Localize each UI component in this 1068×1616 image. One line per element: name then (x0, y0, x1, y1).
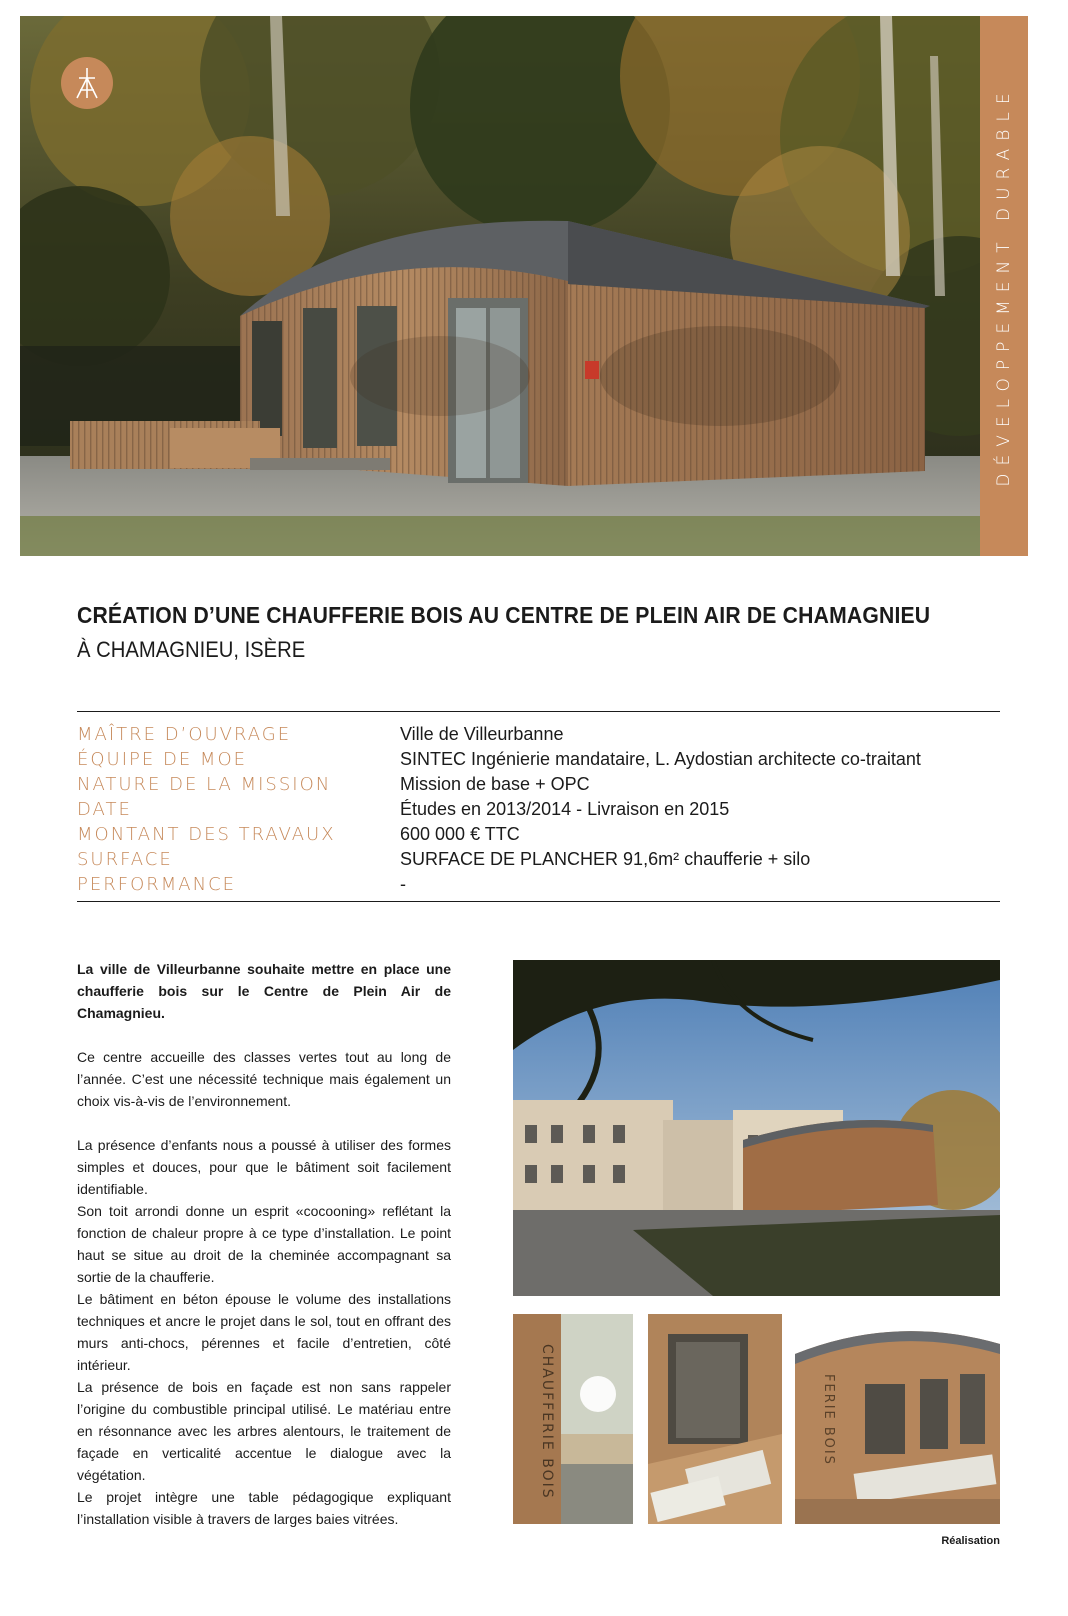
photo-sign-detail (513, 1314, 633, 1524)
lead-paragraph: La ville de Villeurbanne souhaite mettre en place une chaufferie bois sur le Centre de Plein Air de Chamagnieu. (77, 961, 451, 1021)
sign-text: FERIE BOIS (821, 1374, 836, 1466)
info-label: SURFACE (77, 849, 173, 870)
project-info-table (77, 711, 1000, 902)
paragraph: Le projet intègre une table pédagogique expliquant l’installation visible à travers de larges baies vitrées. (77, 1489, 451, 1527)
info-row-date (77, 797, 1000, 822)
info-label: NATURE DE LA MISSION (77, 774, 332, 795)
info-row-client (77, 722, 1000, 747)
info-value: - (400, 874, 406, 894)
photo-caption: Réalisation (941, 1535, 1000, 1547)
project-description (77, 958, 451, 1530)
info-row-team (77, 747, 1000, 772)
info-label: MONTANT DES TRAVAUX (77, 824, 336, 845)
photo-facade-detail (795, 1314, 1000, 1524)
info-value: SINTEC Ingénierie mandataire, L. Aydostian architecte co-traitant (400, 749, 921, 769)
info-value: Mission de base + OPC (400, 774, 590, 794)
hero-photo-boiler-building (20, 16, 1012, 556)
paragraph: La présence d’enfants nous a poussé à utiliser des formes simples et douces, pour que le bâtiment soit facilement identifiable. (77, 1137, 451, 1197)
info-label: PERFORMANCE (77, 874, 237, 895)
photo-educational-table (648, 1314, 782, 1524)
category-side-band (980, 16, 1028, 556)
info-label: DATE (77, 799, 132, 820)
info-value: SURFACE DE PLANCHER 91,6m² chaufferie + silo (400, 849, 811, 869)
paragraph: Son toit arrondi donne un esprit «cocooning» reflétant la fonction de chaleur propre à ce type d’installation. Le point haut se situe au droit de la cheminée accompagnant sa sortie de la chaufferie. (77, 1203, 451, 1285)
info-value: Ville de Villeurbanne (400, 724, 564, 744)
info-row-mission (77, 772, 1000, 797)
category-label: DÉVELOPPEMENT DURABLE (994, 85, 1014, 487)
paragraph: Le bâtiment en béton épouse le volume des installations techniques et ancre le projet dans le sol, tout en offrant des murs anti-chocs, pérennes et facile d’entretien, côté intérieur. (77, 1291, 451, 1373)
sign-text: CHAUFFERIE BOIS (539, 1344, 555, 1500)
hero-photo-frame (20, 16, 1012, 556)
paragraph: La présence de bois en façade est non sans rappeler l’origine du combustible principal utilisé. Le matériau entre en résonnance avec les arbres alentours, le traitement de façade en verticalité accentue le dialogue avec la végétation. (77, 1379, 451, 1483)
company-logo-icon (60, 56, 114, 110)
info-value: Études en 2013/2014 - Livraison en 2015 (400, 799, 730, 819)
info-row-surface (77, 847, 1000, 872)
info-row-budget (77, 822, 1000, 847)
info-value: 600 000 € TTC (400, 824, 520, 844)
info-row-performance (77, 872, 1000, 897)
paragraph: Ce centre accueille des classes vertes tout au long de l’année. C’est une nécessité technique mais également un choix vis-à-vis de l’environnement. (77, 1049, 451, 1109)
project-location: À CHAMAGNIEU, ISÈRE (77, 637, 306, 662)
project-title: CRÉATION D’UNE CHAUFFERIE BOIS AU CENTRE DE PLEIN AIR DE CHAMAGNIEU (77, 602, 931, 628)
photo-courtyard-view (513, 960, 1000, 1296)
info-label: MAÎTRE D’OUVRAGE (77, 724, 292, 745)
info-label: ÉQUIPE DE MOE (77, 749, 247, 770)
